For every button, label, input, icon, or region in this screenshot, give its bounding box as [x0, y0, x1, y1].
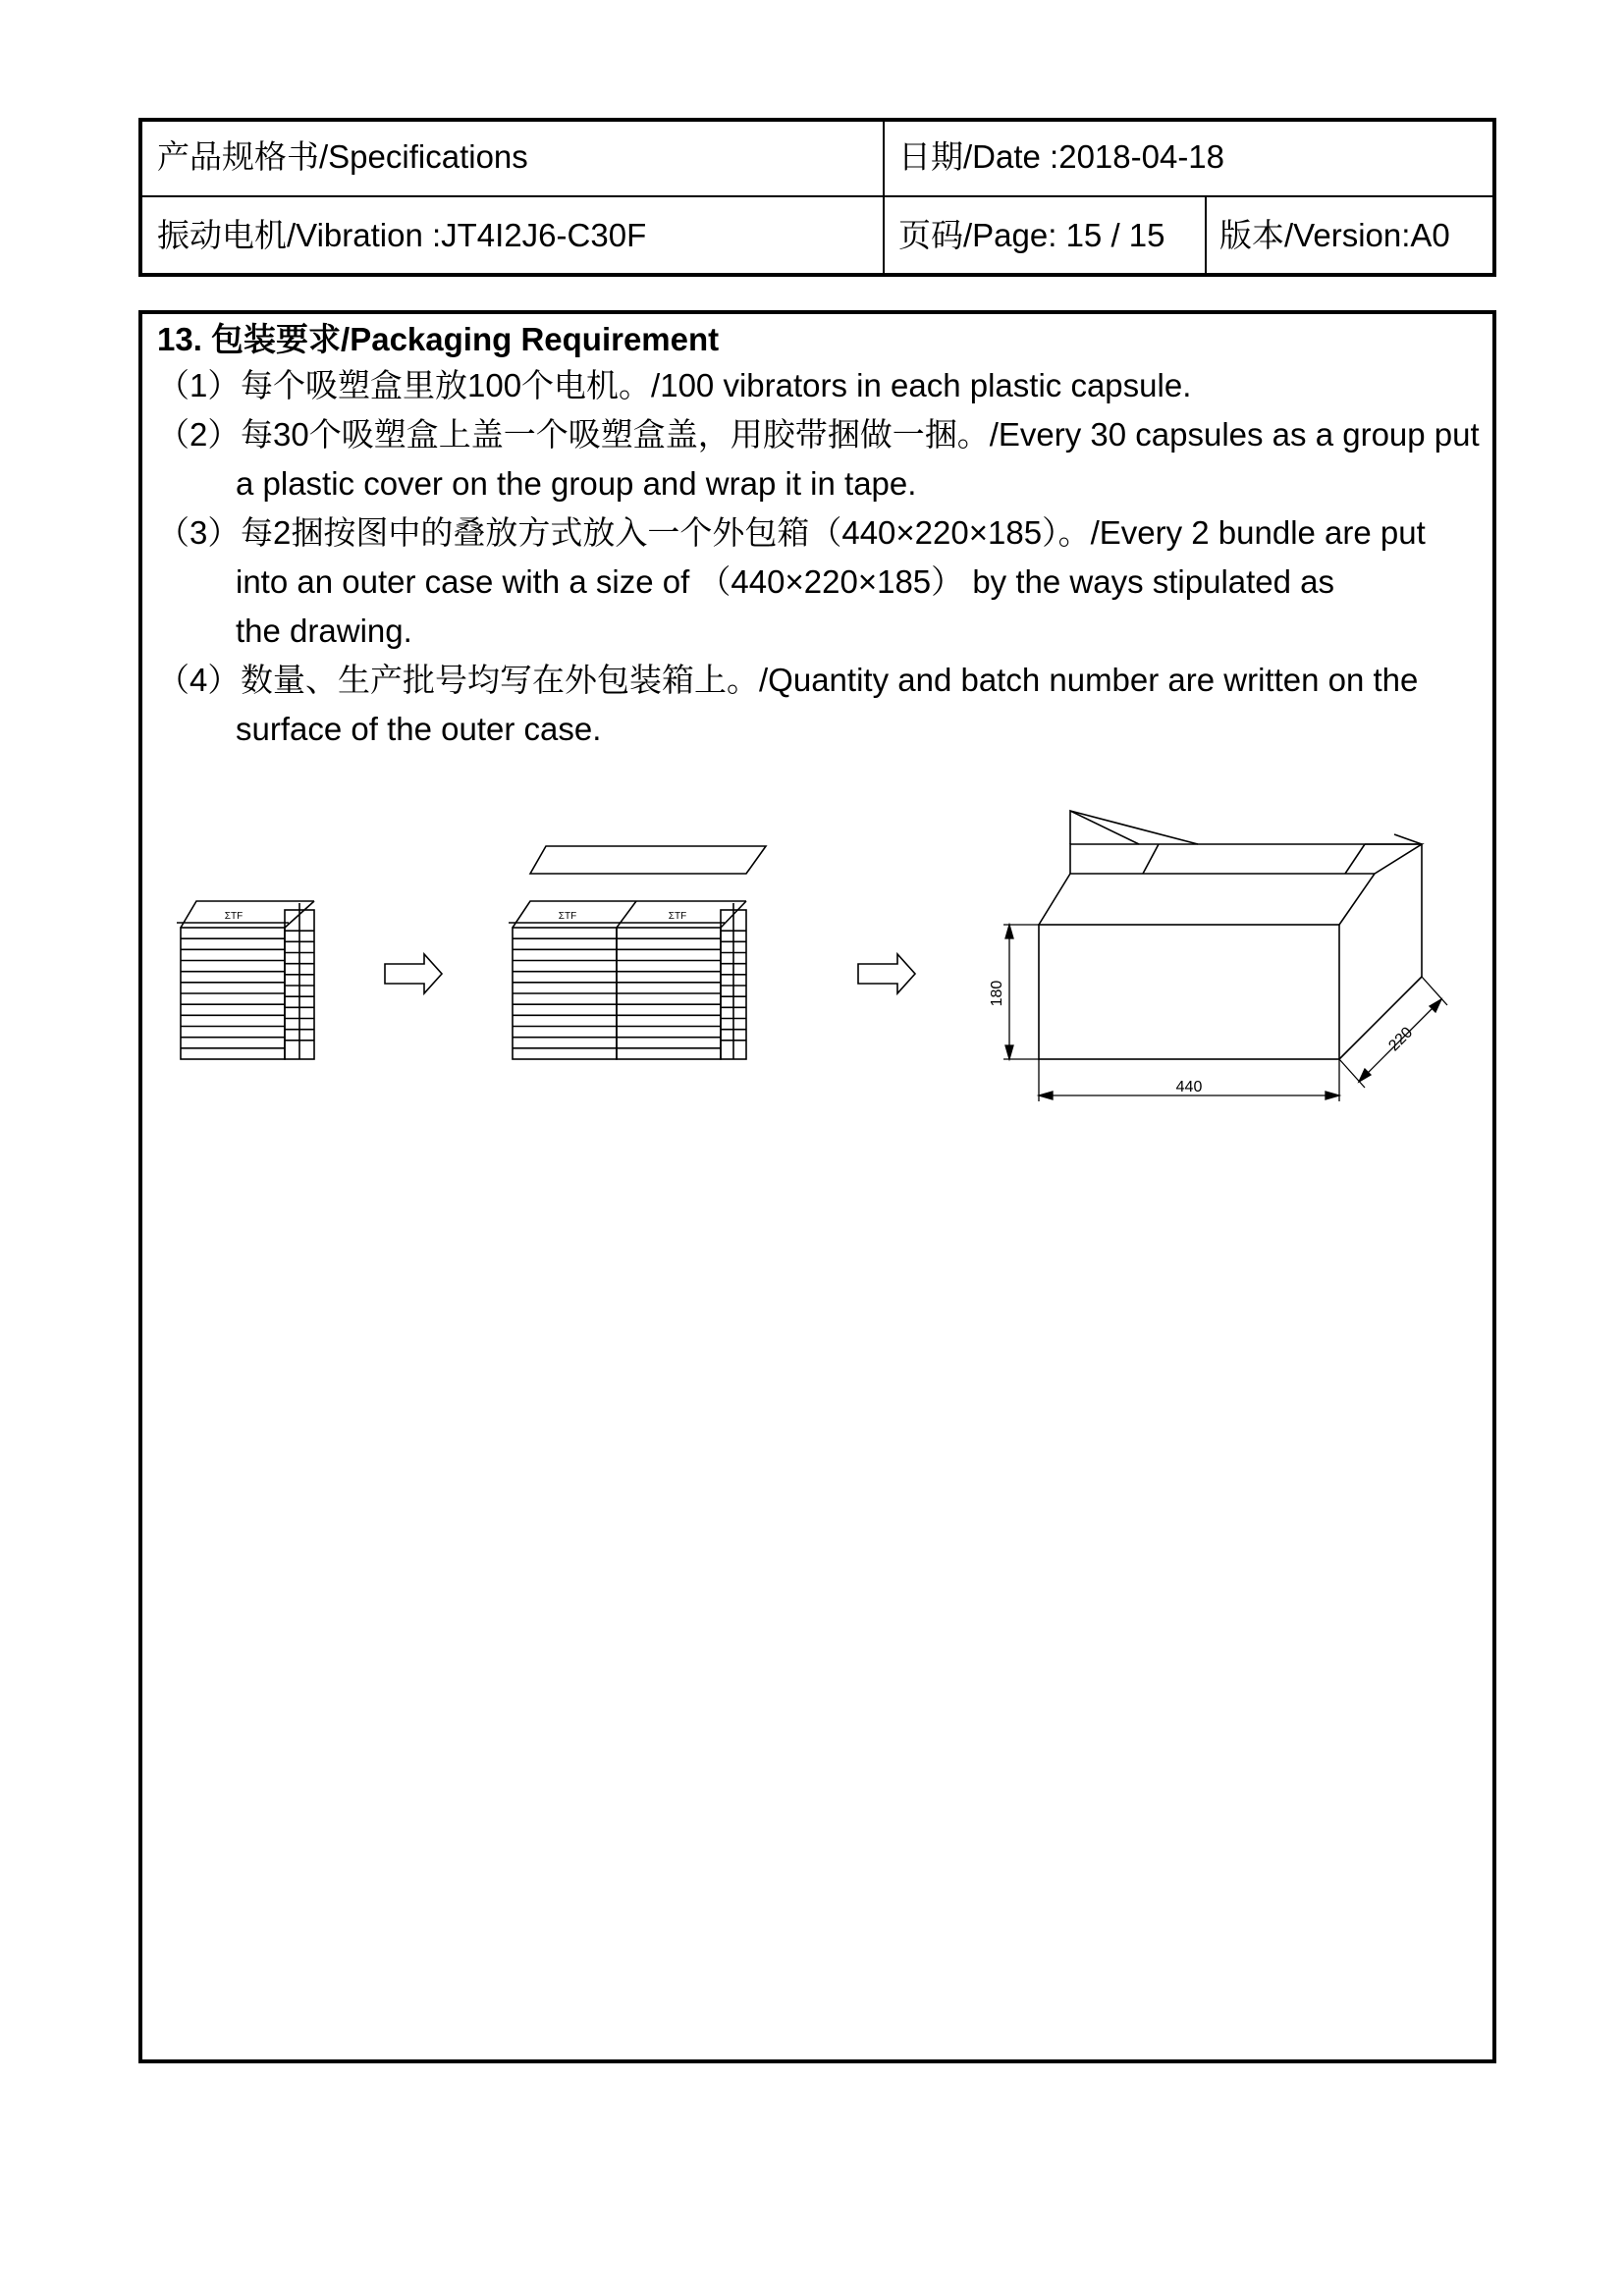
section-title: 13. 包装要求/Packaging Requirement — [157, 321, 720, 357]
arrow-right-icon — [385, 954, 442, 993]
date-label: 日期/Date :2018-04-18 — [898, 138, 1225, 175]
page-label: 页码/Page: 15 / 15 — [898, 217, 1165, 253]
outer-case — [1039, 811, 1422, 1059]
bundle-label: ΣTF — [668, 911, 687, 922]
dim-width-label: 440 — [1175, 1079, 1203, 1095]
double-bundle — [509, 846, 766, 1059]
dim-height-label: 180 — [989, 980, 1005, 1007]
item-text: 每个吸塑盒里放100个电机。/100 vibrators in each plastic capsule. — [241, 367, 1192, 403]
product-label: 振动电机/Vibration :JT4I2J6-C30F — [157, 217, 647, 253]
item-number: （4） — [157, 662, 241, 698]
item-text: 数量、生产批号均写在外包装箱上。/Quantity and batch number are written on the — [241, 662, 1419, 698]
item-text-continued: a plastic cover on the group and wrap it in tape. — [236, 465, 917, 502]
bundle-label: ΣTF — [558, 911, 577, 922]
spec-title: 产品规格书/Specifications — [157, 138, 528, 175]
item-text-continued: the drawing. — [236, 613, 412, 649]
dim-depth-label: 220 — [1385, 1024, 1417, 1055]
bundle-label: ΣTF — [224, 911, 244, 922]
dimension-lines — [1003, 925, 1447, 1101]
item-number: （1） — [157, 367, 241, 403]
version-label: 版本/Version:A0 — [1219, 217, 1450, 253]
item-text: 每30个吸塑盒上盖一个吸塑盒盖，用胶带捆做一捆。/Every 30 capsules as a group put — [241, 416, 1480, 453]
item-number: （2） — [157, 416, 241, 453]
item-number: （3） — [157, 514, 241, 551]
item-text-continued: surface of the outer case. — [236, 711, 602, 747]
item-text-continued: into an outer case with a size of （440×220×185） by the ways stipulated as — [236, 563, 1335, 600]
item-text: 每2捆按图中的叠放方式放入一个外包箱（440×220×185）。/Every 2 bundle are put — [241, 514, 1426, 551]
arrow-right-icon — [858, 954, 915, 993]
single-bundle — [177, 901, 314, 1059]
